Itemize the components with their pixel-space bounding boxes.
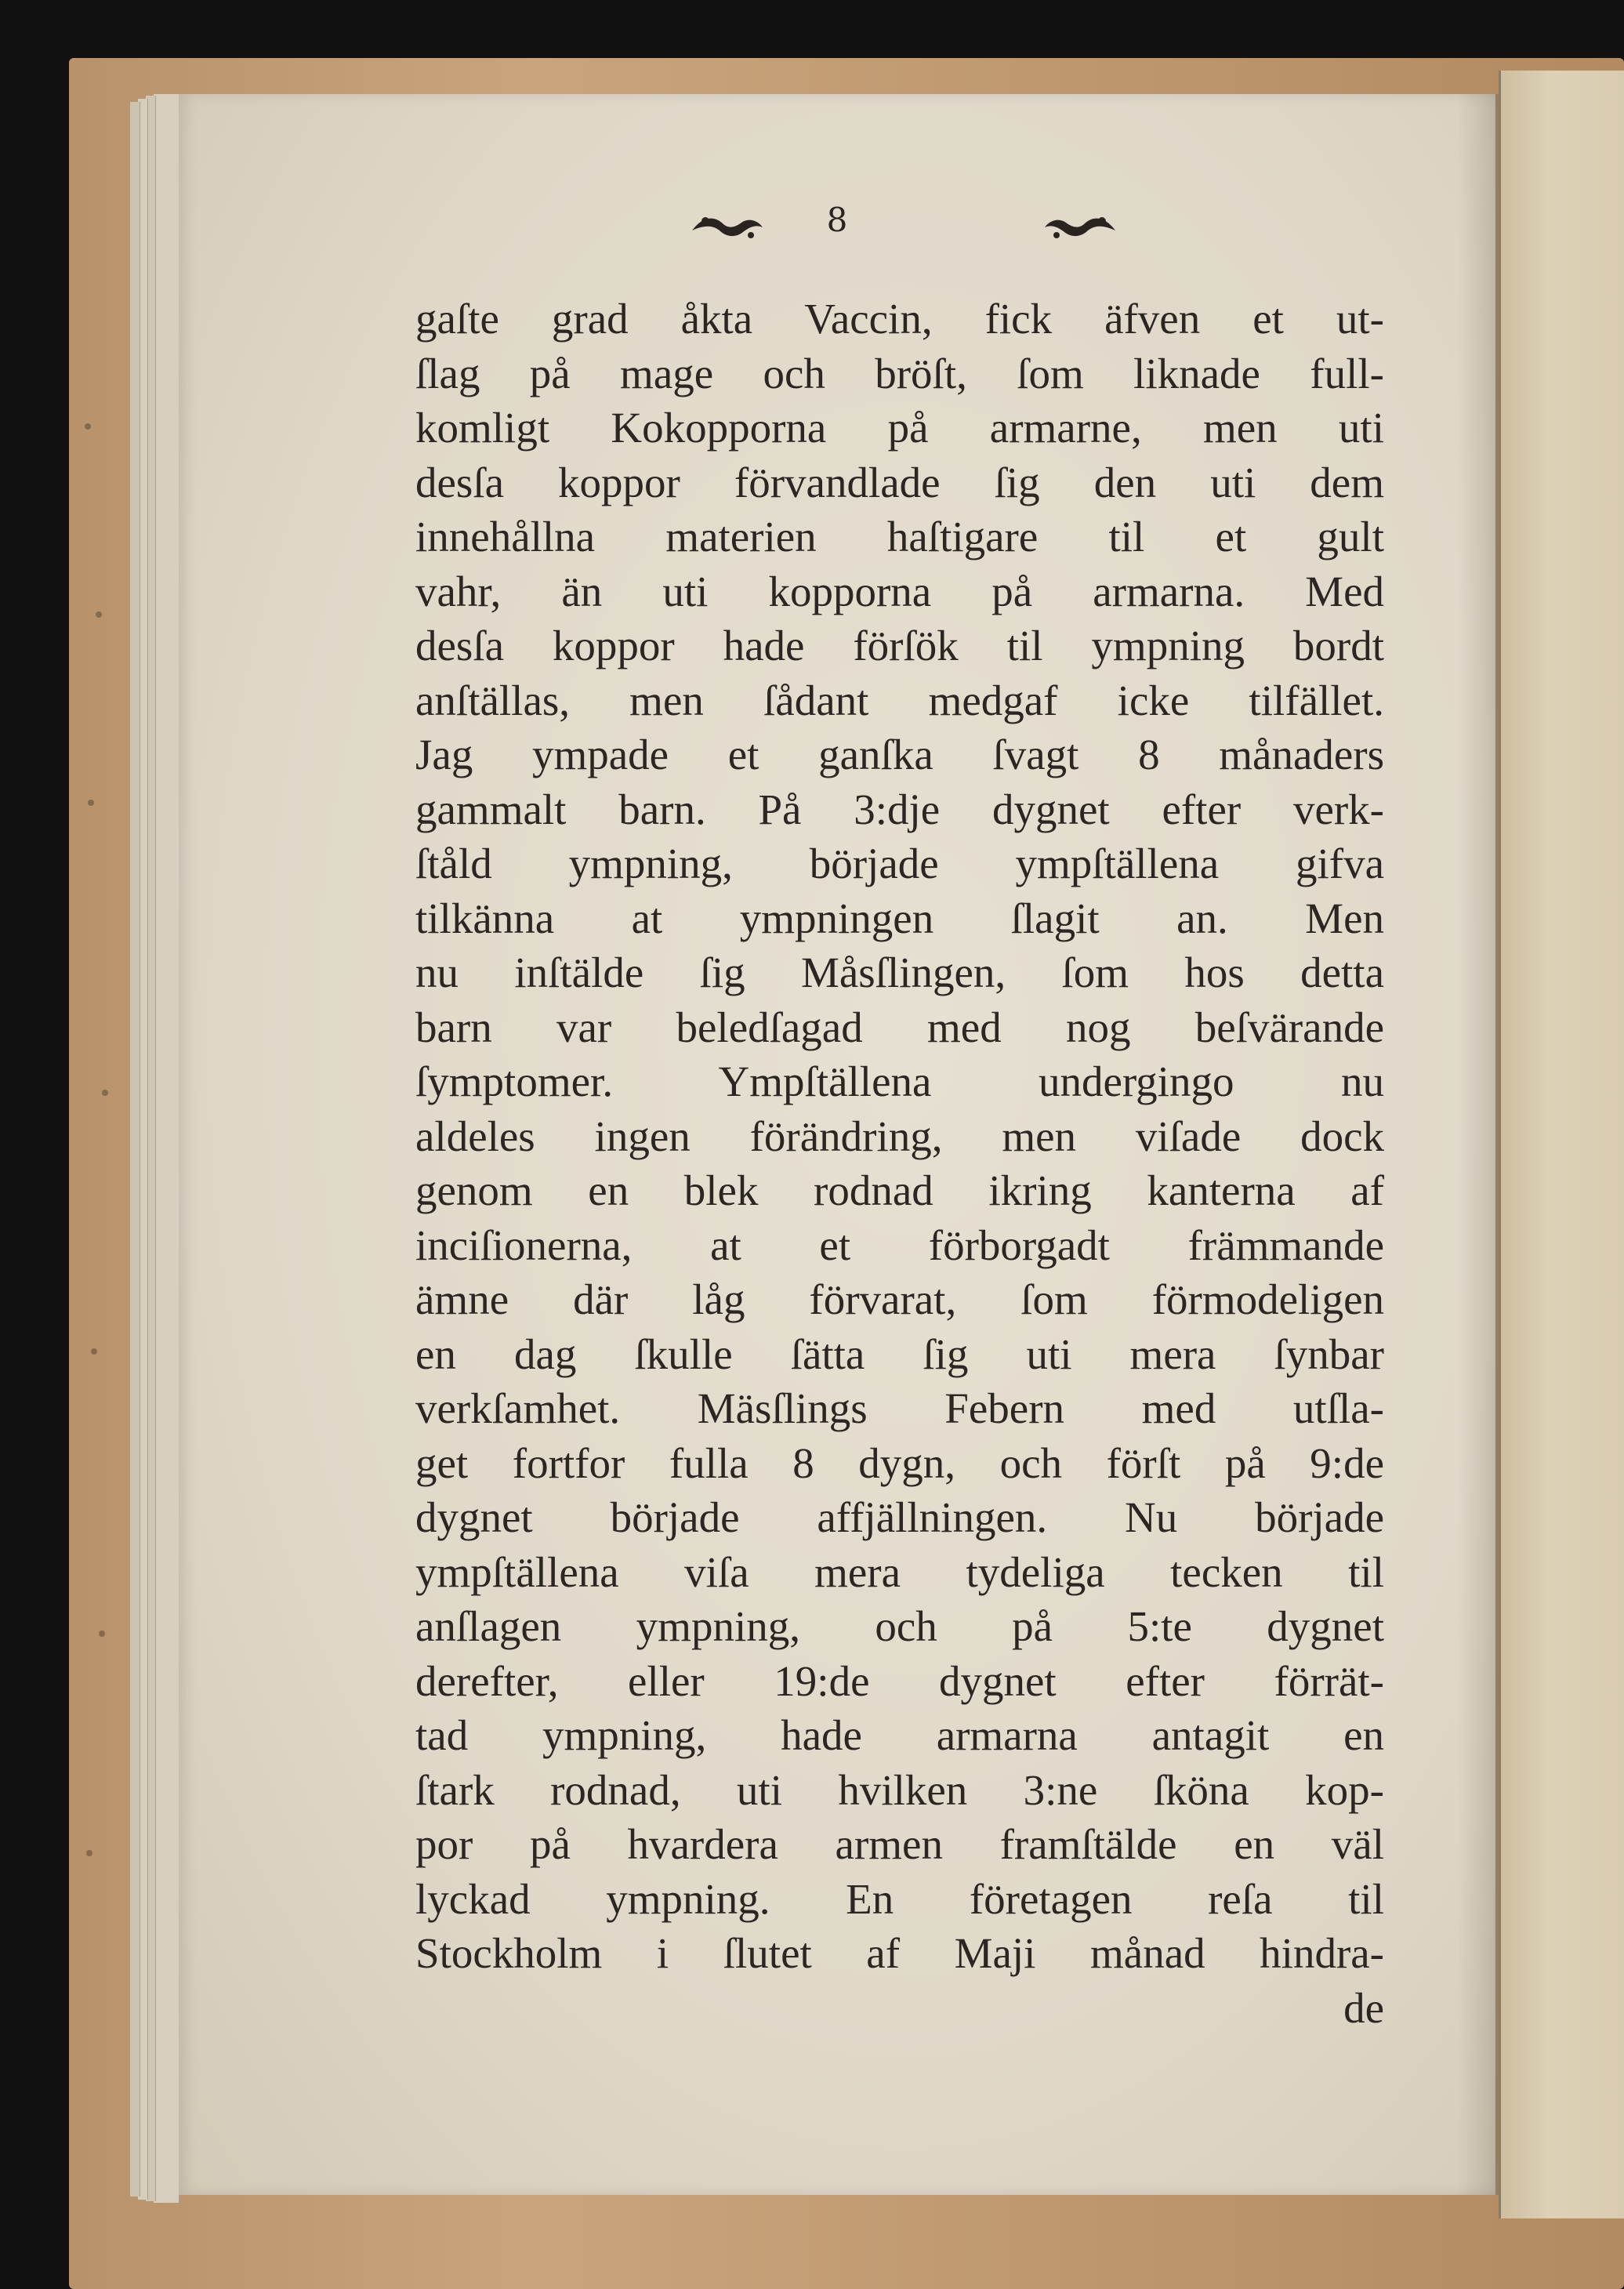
text-line: nu inſtälde ſig Måsſlingen, ſom hos detta: [415, 949, 1384, 996]
text-line: Jag ympade et ganſka ſvagt 8 månaders: [415, 731, 1384, 778]
text-line: verkſamhet. Mäsſlings Febern med utſla-: [415, 1384, 1384, 1432]
text-line: desſa koppor förvandlade ſig den uti dem: [415, 458, 1384, 506]
text-line: anſlagen ympning, och på 5:te dygnet: [415, 1602, 1384, 1650]
text-line: get fortfor fulla 8 dygn, och förſt på 9:de: [415, 1438, 1384, 1487]
text-line: ſtåld ympning, började ympſtällena gifva: [415, 840, 1384, 887]
text-line: vahr, än uti kopporna på armarna. Med: [415, 567, 1384, 615]
page-edge: [130, 102, 140, 2196]
text-line: en dag ſkulle ſätta ſig uti mera ſynbar: [415, 1330, 1384, 1378]
text-line: aldeles ingen förändring, men viſade dock: [415, 1112, 1384, 1160]
text-line: inciſionerna, at et förborgadt främmande: [415, 1221, 1384, 1269]
text-line: genom en blek rodnad ikring kanterna af: [415, 1166, 1384, 1214]
text-line: Stockholm i ſlutet af Maji månad hindra-: [415, 1929, 1384, 1977]
text-line: ympſtällena viſa mera tydeliga tecken til: [415, 1547, 1384, 1596]
text-line: dygnet började affjällningen. Nu började: [415, 1493, 1384, 1541]
text-line: ſymptomer. Ympſtällena undergingo nu: [415, 1057, 1384, 1105]
foxing-speck: [86, 1850, 92, 1856]
page-number: 8: [826, 201, 848, 239]
text-line: gaſte grad åkta Vaccin, fick äfven et ut-: [415, 295, 1384, 343]
text-line: ſlag på mage och bröſt, ſom liknade full-: [415, 349, 1384, 397]
text-line: derefter, eller 19:de dygnet efter förrät-: [415, 1656, 1384, 1705]
text-line: ſtark rodnad, uti hvilken 3:ne ſköna kop-: [415, 1765, 1384, 1814]
text-line: desſa koppor hade förſök til ympning bordt: [415, 622, 1384, 669]
running-header: [179, 196, 1495, 259]
text-line: anſtällas, men ſådant medgaf icke tilfället.: [415, 676, 1384, 724]
facing-page: [1499, 71, 1624, 2218]
foxing-speck: [85, 423, 91, 430]
gutter-shadow: [1458, 94, 1499, 2195]
page-edge: [154, 94, 179, 2203]
foxing-speck: [96, 611, 102, 618]
text-line: tilkänna at ympningen ſlagit an. Men: [415, 894, 1384, 942]
text-line: por på hvardera armen framſtälde en väl: [415, 1820, 1384, 1868]
text-line: tad ympning, hade armarna antagit en: [415, 1711, 1384, 1759]
catchword: de: [1343, 1983, 1384, 2032]
text-line: gammalt barn. På 3:dje dygnet efter verk-: [415, 785, 1384, 833]
text-line: barn var beledſagad med nog beſvärande: [415, 1003, 1384, 1051]
text-line: innehållna materien haſtigare til et gult: [415, 513, 1384, 560]
text-line: komligt Kokopporna på armarne, men uti: [415, 404, 1384, 452]
foxing-speck: [91, 1348, 97, 1355]
text-line: lyckad ympning. En företagen reſa til: [415, 1874, 1384, 1923]
body-text: [415, 292, 1384, 2035]
foxing-speck: [88, 800, 94, 806]
text-line: ämne där låg förvarat, ſom förmodeligen: [415, 1275, 1384, 1323]
foxing-speck: [99, 1631, 105, 1637]
fleuron-right-icon: [1041, 207, 1119, 246]
foxing-speck: [102, 1090, 108, 1096]
